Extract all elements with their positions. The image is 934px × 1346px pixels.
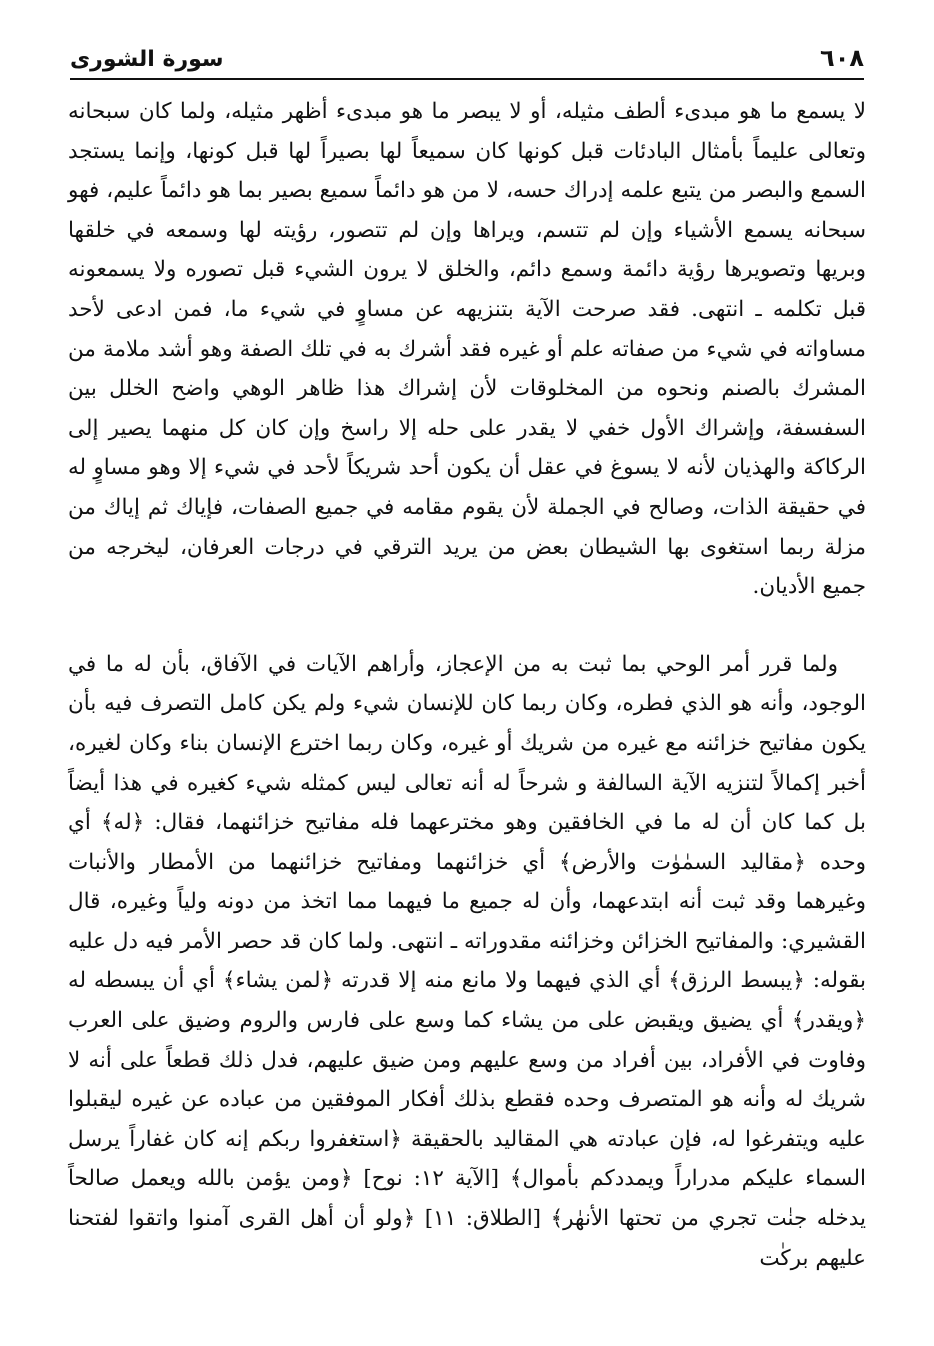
surah-title: سورة الشورى xyxy=(70,47,224,72)
paragraph-2: ولما قرر أمر الوحي بما ثبت به من الإعجاز، وأراهم الآيات في الآفاق، بأن له ما في الوجود، وأنه هو الذي فطره، وكان ربما كان للإنسان شيء ولم يكن كامل التصرف فيه بأن يكون مفاتيح خزائنه مع غيره من شريك أو غيره، وكان ربما اخترع الإنسان بناء وكان لغيره، أخبر إكمالاً لتنزيه الآية السالفة و شرحاً له أنه تعالى ليس كمثله شيء كغيره في هذا أيضاً بل كما كان أن له ما في الخافقين وهو مخترعهما فله مفاتيح خزائنهما، فقال: ﴿له﴾ أي وحده ﴿مقاليد السمٰوٰت والأرض﴾ أي خزائنهما ومفاتيح خزائنهما من الأمطار والأنبات وغيرهما وقد ثبت أنه ابتدعهما، وأن له جميع ما فيهما مما اتخذ من دونه ولياً وغيره، قال القشيري: والمفاتيح الخزائن وخزائنه مقدوراته ـ انتهى. ولما كان قد حصر الأمر فيه دل عليه بقوله: ﴿يبسط الرزق﴾ أي الذي فيهما ولا مانع منه إلا قدرته ﴿لمن يشاء﴾ أي أن يبسطه له ﴿ويقدر﴾ أي يضيق ويقبض على من يشاء كما وسع على فارس والروم وضيق على العرب وفاوت في الأفراد، بين أفراد من وسع عليهم ومن ضيق عليهم، فدل ذلك قطعاً على أنه لا شريك له وأنه هو المتصرف وحده فقطع بذلك أفكار الموفقين من عباده عن غيره ليقبلوا عليه ويتفرغوا له، فإن عبادته هي المقاليد بالحقيقة ﴿استغفروا ربكم إنه كان غفاراً يرسل السماء عليكم مدراراً ويمددكم بأموال﴾ [الآية ١٢: نوح] ﴿ومن يؤمن بالله ويعمل صالحاً يدخله جنٰت تجري من تحتها الأنهٰر﴾ [الطلاق: ١١] ﴿ولو أن أهل القرى آمنوا واتقوا لفتحنا عليهم بركٰت xyxy=(68,651,866,1271)
running-header xyxy=(70,40,864,80)
paragraph-1: لا يسمع ما هو مبدىء ألطف مثيله، أو لا يبصر ما هو مبدىء أظهر مثيله، ولما كان سبحانه وتعالى عليماً بأمثال البادئات قبل كونها كان سميعاً لها بصيراً لها قبل كونها، وإنما يستجد السمع والبصر من يتبع علمه إدراك حسه، لا من هو دائماً سميع بصير بما هو دائماً عليم، فهو سبحانه يسمع الأشياء وإن لم تتسم، ويراها وإن لم تتصور، رؤيته لها وسمعه في خلقها وبريها وتصويرها رؤية دائمة وسمع دائم، والخلق لا يرون الشيء قبل تصوره ولا يسمعونه قبل تكلمه ـ انتهى. فقد صرحت الآية بتنزيهه عن مساوٍ في شيء ما، فمن ادعى لأحد مساواته في شيء من صفاته علم أو غيره فقد أشرك به في تلك الصفة وهو أشد ملامة من المشرك بالصنم ونحوه من المخلوقات لأن إشراك هذا ظاهر الوهي واضح الخلل بين السفسفة، وإشراك الأول خفي لا يقدر على حله إلا راسخ وإن كان كل منهما يصير إلى الركاكة والهذيان لأنه لا يسوغ في عقل أن يكون أحد شريكاً لأحد في شيء إلا وهو مساوٍ له في حقيقة الذات، وصالح في الجملة لأن يقوم مقامه في جميع الصفات، فإياك ثم إياك من مزلة ربما استغوى بها الشيطان بعض من يريد الترقي في درجات العرفان، ليخرجه من جميع الأديان. xyxy=(68,99,866,600)
page-number: ٦٠٨ xyxy=(820,44,864,72)
body-text xyxy=(68,92,866,1278)
